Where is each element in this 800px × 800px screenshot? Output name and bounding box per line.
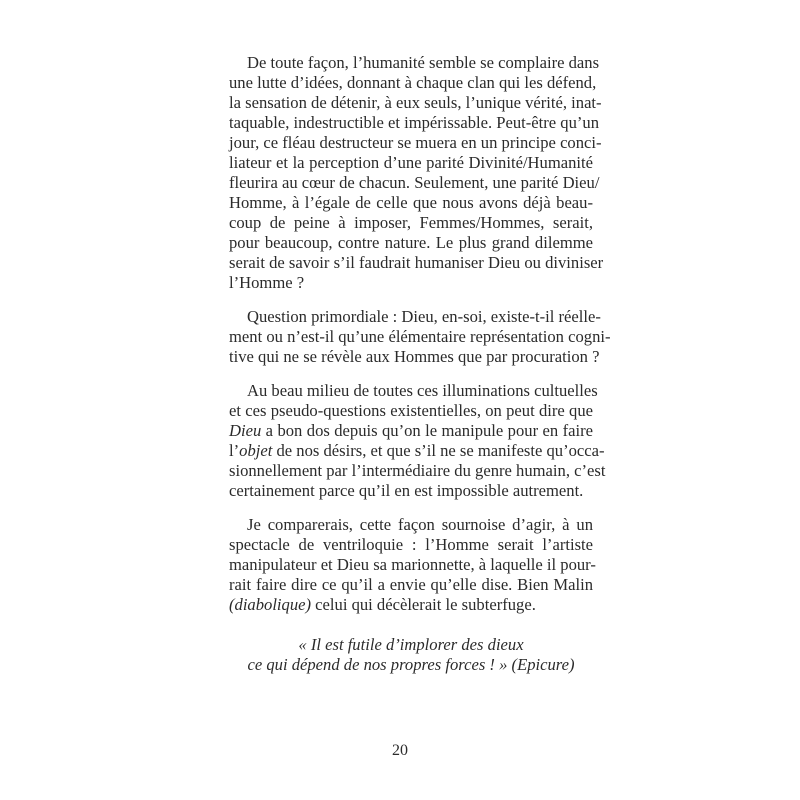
text-line: certainement parce qu’il en est impossible autrement. <box>229 481 584 500</box>
emphasis-objet: objet <box>239 441 273 460</box>
text-line: De toute façon, l’humanité semble se complaire dans <box>247 53 600 72</box>
text-run: celui qui décèlerait le subterfuge. <box>311 595 536 614</box>
text-line: l’Homme ? <box>229 273 305 292</box>
emphasis-dieu: Dieu <box>229 421 262 440</box>
text-line: Question primordiale : Dieu, en-soi, existe-t-il réelle- <box>247 307 601 326</box>
text-line <box>229 421 593 441</box>
text-line: Je comparerais, cette façon sournoise d’agir, à un <box>247 515 593 534</box>
text-line <box>229 441 605 461</box>
text-line <box>229 595 593 615</box>
text-line: manipulateur et Dieu sa marionnette, à laquelle il pour- <box>229 555 596 574</box>
text-line: Au beau milieu de toutes ces illuminations cultuelles <box>247 381 598 400</box>
text-run: a bon dos depuis qu’on le manipule pour en faire <box>261 421 593 440</box>
quote-line-2: ce qui dépend de nos propres forces ! » (Epicure) <box>247 655 575 674</box>
text-line: liateur et la perception d’une parité Divinité/Humanité <box>229 153 593 172</box>
emphasis-diabolique: (diabolique) <box>229 595 312 614</box>
text-line: serait de savoir s’il faudrait humaniser Dieu ou diviniser <box>229 253 604 272</box>
text-line: sionnellement par l’intermédiaire du genre humain, c’est <box>229 461 606 480</box>
text-run: de nos désirs, et que s’il ne se manifeste qu’occa- <box>272 441 605 460</box>
quote-line-1: « Il est futile d’implorer des dieux <box>298 635 524 654</box>
text-line: coup de peine à imposer, Femmes/Hommes, serait, <box>229 213 593 232</box>
text-line: la sensation de détenir, à eux seuls, l’unique vérité, inat- <box>229 93 602 112</box>
text-line: spectacle de ventriloquie : l’Homme serait l’artiste <box>229 535 593 554</box>
text-line: tive qui ne se révèle aux Hommes que par procuration ? <box>229 347 600 366</box>
text-line: taquable, indestructible et impérissable. Peut-être qu’un <box>229 113 600 132</box>
text-run: l’ <box>229 441 240 460</box>
text-line: Homme, à l’égale de celle que nous avons déjà beau- <box>229 193 593 212</box>
text-line: une lutte d’idées, donnant à chaque clan qui les défend, <box>229 73 597 92</box>
text-line: et ces pseudo-questions existentielles, on peut dire que <box>229 401 593 420</box>
text-line: jour, ce fléau destructeur se muera en un principe conci- <box>229 133 602 152</box>
text-line: pour beaucoup, contre nature. Le plus grand dilemme <box>229 233 593 252</box>
text-line: rait faire dire ce qu’il a envie qu’elle dise. Bien Malin <box>229 575 593 594</box>
text-line: fleurira au cœur de chacun. Seulement, une parité Dieu/ <box>229 173 600 192</box>
text-line: ment ou n’est-il qu’une élémentaire représentation cogni- <box>229 327 611 346</box>
page-number: 20 <box>392 742 408 759</box>
